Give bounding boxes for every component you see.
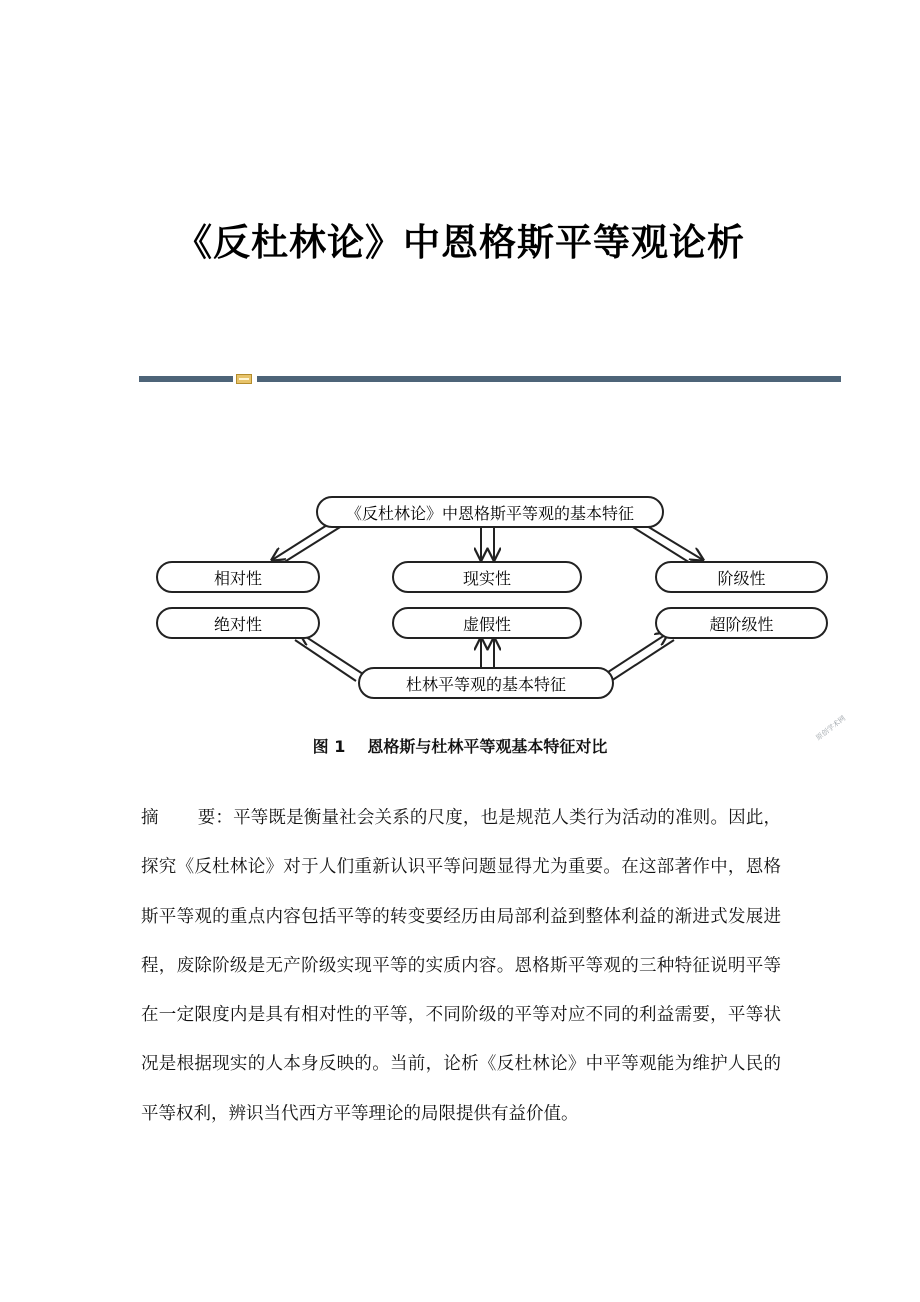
section-divider [139,374,841,384]
trait-falsity: 虚假性 [392,607,582,639]
trait-class-nature: 阶级性 [655,561,828,593]
abstract-label-second: 要： [197,808,234,828]
abstract-paragraph [141,794,781,1139]
divider-ornament-icon [236,374,252,384]
bottom-node-duhring: 杜林平等观的基本特征 [358,667,614,699]
divider-bar-left [139,376,233,382]
figure-caption-text: 恩格斯与杜林平等观基本特征对比 [367,737,608,756]
trait-reality: 现实性 [392,561,582,593]
arrow-to-supra-class [602,633,674,681]
arrow-to-falsity [481,638,494,668]
top-node-engels: 《反杜林论》中恩格斯平等观的基本特征 [316,496,664,528]
arrow-to-reality [481,526,494,560]
comparison-diagram [150,490,840,710]
abstract-label-first: 摘 [141,808,159,828]
trait-relativity: 相对性 [156,561,320,593]
figure-caption [0,734,920,757]
watermark-stamp: 原创学术网 [814,714,848,743]
figure-caption-number: 图 1 [312,737,346,756]
divider-bar-right [257,376,841,382]
trait-supra-class: 超阶级性 [655,607,828,639]
abstract-text: 平等既是衡量社会关系的尺度，也是规范人类行为活动的准则。因此，探究《反杜林论》对于人们重新认识平等问题显得尤为重要。在这部著作中，恩格斯平等观的重点内容包括平等的转变要经历由局部利益到整体利益的渐进式发展进程，废除阶级是无产阶级实现平等的实质内容。恩格斯平等观的三种特征说明平等在一定限度内是具有相对性的平等，不同阶级的平等对应不同的利益需要，平等状况是根据现实的人本身反映的。当前，论析《反杜林论》中平等观能为维护人民的平等权利，辨识当代西方平等理论的局限提供有益价值。 [141,808,782,1124]
trait-absoluteness: 绝对性 [156,607,320,639]
arrow-to-absoluteness [295,633,366,681]
document-title: 《反杜林论》中恩格斯平等观论析 [175,220,745,264]
